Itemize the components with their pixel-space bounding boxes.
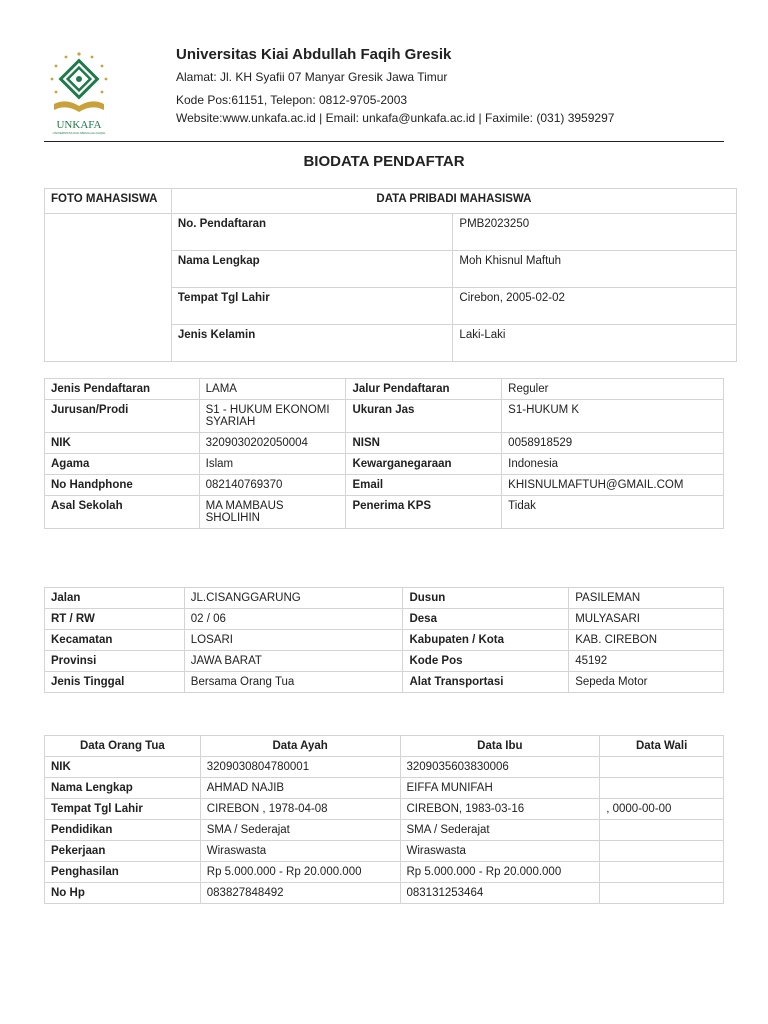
- reg-label: Jalur Pendaftaran: [346, 379, 502, 400]
- reg-label: Jurusan/Prodi: [45, 400, 200, 433]
- parents-col-header: Data Ibu: [400, 736, 600, 757]
- addr-label: Jalan: [45, 588, 185, 609]
- reg-label: Penerima KPS: [346, 496, 502, 529]
- father-value: 083827848492: [200, 883, 400, 904]
- guardian-value: [600, 820, 724, 841]
- reg-value: S1-HUKUM K: [502, 400, 724, 433]
- parent-label: Nama Lengkap: [45, 778, 201, 799]
- reg-label: Kewarganegaraan: [346, 454, 502, 475]
- reg-label: Jenis Pendaftaran: [45, 379, 200, 400]
- parent-label: No Hp: [45, 883, 201, 904]
- father-value: AHMAD NAJIB: [200, 778, 400, 799]
- addr-value: MULYASARI: [569, 609, 724, 630]
- father-value: Wiraswasta: [200, 841, 400, 862]
- guardian-value: [600, 883, 724, 904]
- father-value: CIREBON , 1978-04-08: [200, 799, 400, 820]
- father-value: 3209030804780001: [200, 757, 400, 778]
- reg-value: LAMA: [199, 379, 346, 400]
- addr-value: 02 / 06: [184, 609, 403, 630]
- reg-value: 3209030202050004: [199, 433, 346, 454]
- reg-value: Indonesia: [502, 454, 724, 475]
- institution-address: Alamat: Jl. KH Syafii 07 Manyar Gresik Jawa Timur: [176, 70, 448, 84]
- institution-contact: Website:www.unkafa.ac.id | Email: unkafa@unkafa.ac.id | Faximile: (031) 3959297: [176, 111, 615, 125]
- personal-label: Jenis Kelamin: [171, 325, 453, 362]
- addr-value: JL.CISANGGARUNG: [184, 588, 403, 609]
- mother-value: 3209035603830006: [400, 757, 600, 778]
- mother-value: Wiraswasta: [400, 841, 600, 862]
- header-divider: [44, 141, 724, 142]
- guardian-value: [600, 757, 724, 778]
- reg-label: No Handphone: [45, 475, 200, 496]
- reg-label: NIK: [45, 433, 200, 454]
- personal-label: Tempat Tgl Lahir: [171, 288, 453, 325]
- mother-value: 083131253464: [400, 883, 600, 904]
- parent-label: Penghasilan: [45, 862, 201, 883]
- parents-table: [44, 735, 724, 904]
- parents-col-header: Data Orang Tua: [45, 736, 201, 757]
- addr-label: Kabupaten / Kota: [403, 630, 569, 651]
- registration-table: [44, 378, 724, 529]
- personal-value: Cirebon, 2005-02-02: [453, 288, 737, 325]
- addr-value: JAWA BARAT: [184, 651, 403, 672]
- father-value: SMA / Sederajat: [200, 820, 400, 841]
- addr-label: Jenis Tinggal: [45, 672, 185, 693]
- mother-value: CIREBON, 1983-03-16: [400, 799, 600, 820]
- addr-label: Alat Transportasi: [403, 672, 569, 693]
- parent-label: Pendidikan: [45, 820, 201, 841]
- reg-value: 0058918529: [502, 433, 724, 454]
- addr-value: LOSARI: [184, 630, 403, 651]
- logo-subtext: UNIVERSITAS KIAI ABDULLAH FAQIH: [52, 131, 106, 135]
- reg-label: Email: [346, 475, 502, 496]
- addr-label: Dusun: [403, 588, 569, 609]
- addr-value: PASILEMAN: [569, 588, 724, 609]
- parent-label: NIK: [45, 757, 201, 778]
- guardian-value: [600, 862, 724, 883]
- letterhead: [44, 44, 724, 140]
- parents-col-header: Data Wali: [600, 736, 724, 757]
- reg-value: Reguler: [502, 379, 724, 400]
- addr-label: RT / RW: [45, 609, 185, 630]
- father-value: Rp 5.000.000 - Rp 20.000.000: [200, 862, 400, 883]
- addr-label: Kode Pos: [403, 651, 569, 672]
- parent-label: Pekerjaan: [45, 841, 201, 862]
- guardian-value: [600, 841, 724, 862]
- reg-value: S1 - HUKUM EKONOMI SYARIAH: [199, 400, 346, 433]
- student-photo: [45, 214, 172, 362]
- personal-data-table: [44, 188, 737, 362]
- reg-value: Islam: [199, 454, 346, 475]
- document-title: BIODATA PENDAFTAR: [303, 153, 465, 170]
- addr-value: KAB. CIREBON: [569, 630, 724, 651]
- addr-label: Provinsi: [45, 651, 185, 672]
- reg-value: KHISNULMAFTUH@GMAIL.COM: [502, 475, 724, 496]
- logo-wordmark: UNKAFA: [56, 119, 102, 131]
- personal-label: No. Pendaftaran: [171, 214, 453, 251]
- reg-value: Tidak: [502, 496, 724, 529]
- address-table: [44, 587, 724, 693]
- university-logo: [44, 48, 114, 136]
- personal-value: PMB2023250: [453, 214, 737, 251]
- personal-data-header: DATA PRIBADI MAHASISWA: [171, 189, 736, 214]
- personal-label: Nama Lengkap: [171, 251, 453, 288]
- reg-label: Agama: [45, 454, 200, 475]
- mother-value: EIFFA MUNIFAH: [400, 778, 600, 799]
- addr-label: Desa: [403, 609, 569, 630]
- guardian-value: [600, 778, 724, 799]
- institution-postal-phone: Kode Pos:61151, Telepon: 0812-9705-2003: [176, 93, 408, 107]
- addr-label: Kecamatan: [45, 630, 185, 651]
- reg-value: MA MAMBAUS SHOLIHIN: [199, 496, 346, 529]
- reg-label: Ukuran Jas: [346, 400, 502, 433]
- photo-header: FOTO MAHASISWA: [45, 189, 172, 214]
- reg-value: 082140769370: [199, 475, 346, 496]
- mother-value: SMA / Sederajat: [400, 820, 600, 841]
- addr-value: Bersama Orang Tua: [184, 672, 403, 693]
- reg-label: NISN: [346, 433, 502, 454]
- addr-value: Sepeda Motor: [569, 672, 724, 693]
- mother-value: Rp 5.000.000 - Rp 20.000.000: [400, 862, 600, 883]
- guardian-value: , 0000-00-00: [600, 799, 724, 820]
- personal-value: Moh Khisnul Maftuh: [453, 251, 737, 288]
- parents-col-header: Data Ayah: [200, 736, 400, 757]
- personal-value: Laki-Laki: [453, 325, 737, 362]
- parent-label: Tempat Tgl Lahir: [45, 799, 201, 820]
- reg-label: Asal Sekolah: [45, 496, 200, 529]
- addr-value: 45192: [569, 651, 724, 672]
- institution-name: Universitas Kiai Abdullah Faqih Gresik: [176, 46, 452, 63]
